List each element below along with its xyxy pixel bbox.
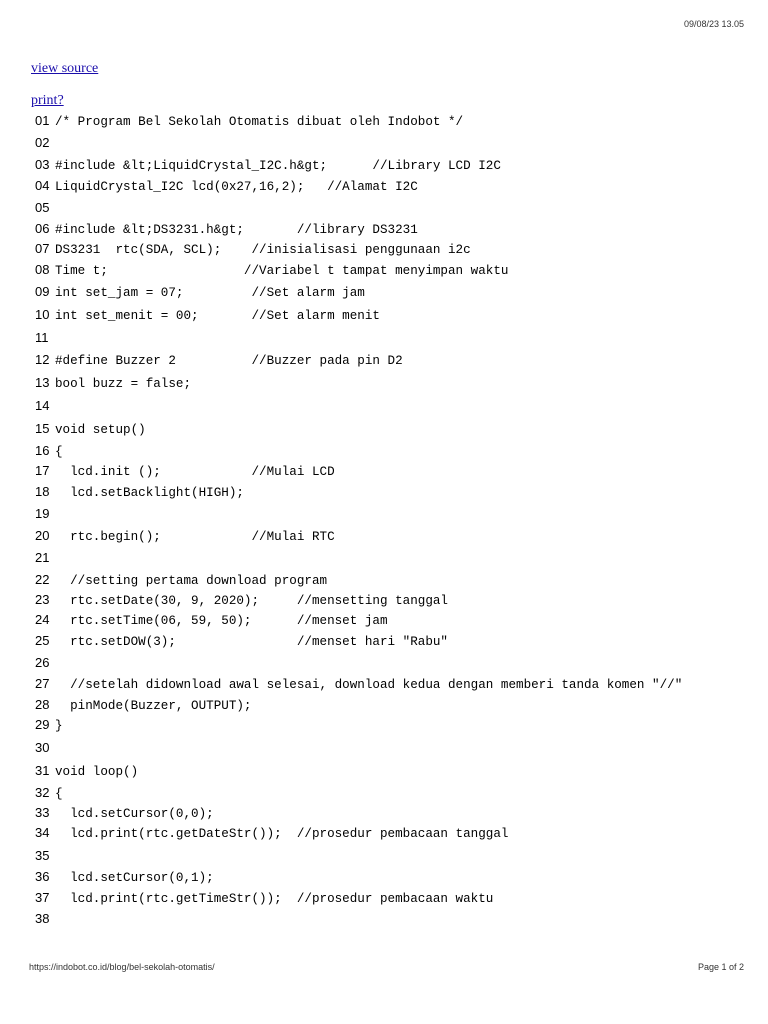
line-number: 03 <box>35 157 50 172</box>
code-line <box>35 462 335 480</box>
line-code: lcd.setCursor(0,0); <box>55 807 214 821</box>
code-line <box>35 374 191 392</box>
code-line <box>35 283 365 301</box>
line-number: 22 <box>35 572 50 587</box>
print-link[interactable]: print? <box>31 93 64 108</box>
view-source-link[interactable]: view source <box>31 61 99 76</box>
line-number: 38 <box>35 911 50 926</box>
line-number: 35 <box>35 848 50 863</box>
code-line <box>35 351 403 369</box>
line-number: 20 <box>35 528 50 543</box>
line-number: 05 <box>35 200 50 215</box>
code-line <box>35 134 55 152</box>
footer-url: https://indobot.co.id/blog/bel-sekolah-otomatis/ <box>29 962 215 972</box>
line-code: Time t; //Variabel t tampat menyimpan waktu <box>55 264 509 278</box>
line-number: 16 <box>35 443 50 458</box>
code-line <box>35 420 146 438</box>
line-code: { <box>55 445 63 459</box>
line-code: lcd.print(rtc.getTimeStr()); //prosedur pembacaan waktu <box>55 892 494 906</box>
code-line <box>35 784 63 802</box>
line-code: #define Buzzer 2 //Buzzer pada pin D2 <box>55 354 403 368</box>
footer-page-number: Page 1 of 2 <box>697 962 744 972</box>
line-code: /* Program Bel Sekolah Otomatis dibuat oleh Indobot */ <box>55 115 464 129</box>
line-code: pinMode(Buzzer, OUTPUT); <box>55 699 252 713</box>
code-line <box>35 847 55 865</box>
code-line <box>35 442 63 460</box>
code-line <box>35 397 55 415</box>
code-line <box>35 306 380 324</box>
code-line <box>35 112 463 130</box>
line-code: void setup() <box>55 423 146 437</box>
line-number: 18 <box>35 484 50 499</box>
line-number: 36 <box>35 869 50 884</box>
line-number: 24 <box>35 612 50 627</box>
line-number: 13 <box>35 375 50 390</box>
line-code: //setelah didownload awal selesai, download kedua dengan memberi tanda komen "//" <box>55 678 683 692</box>
line-code: int set_menit = 00; //Set alarm menit <box>55 309 380 323</box>
code-line <box>35 654 55 672</box>
line-code: lcd.init (); //Mulai LCD <box>55 465 335 479</box>
code-line <box>35 505 55 523</box>
code-line <box>35 868 214 886</box>
line-code: rtc.begin(); //Mulai RTC <box>55 530 335 544</box>
code-line <box>35 739 55 757</box>
line-number: 11 <box>35 330 49 345</box>
line-number: 08 <box>35 262 50 277</box>
line-number: 04 <box>35 178 50 193</box>
line-number: 10 <box>35 307 50 322</box>
code-line <box>35 483 244 501</box>
line-number: 21 <box>35 550 50 565</box>
code-line <box>35 696 252 714</box>
code-line <box>35 824 508 842</box>
line-code: { <box>55 787 63 801</box>
code-line <box>35 240 471 258</box>
line-code: lcd.setBacklight(HIGH); <box>55 486 244 500</box>
line-code: #include &lt;DS3231.h&gt; //library DS3231 <box>55 223 418 237</box>
code-line <box>35 261 508 279</box>
line-number: 07 <box>35 241 50 256</box>
code-line <box>35 549 55 567</box>
code-line <box>35 329 55 347</box>
line-code: DS3231 rtc(SDA, SCL); //inisialisasi penggunaan i2c <box>55 243 471 257</box>
code-line <box>35 571 327 589</box>
line-number: 17 <box>35 463 50 478</box>
line-number: 29 <box>35 717 50 732</box>
line-code: bool buzz = false; <box>55 377 192 391</box>
code-line <box>35 611 388 629</box>
line-number: 25 <box>35 633 50 648</box>
line-number: 30 <box>35 740 50 755</box>
line-number: 15 <box>35 421 50 436</box>
code-line <box>35 910 55 928</box>
line-number: 37 <box>35 890 50 905</box>
line-number: 33 <box>35 805 50 820</box>
code-line <box>35 220 418 238</box>
line-number: 26 <box>35 655 50 670</box>
line-code: //setting pertama download program <box>55 574 328 588</box>
line-number: 01 <box>35 113 50 128</box>
line-number: 19 <box>35 506 50 521</box>
line-code: lcd.setCursor(0,1); <box>55 871 214 885</box>
line-code: } <box>55 719 63 733</box>
line-number: 31 <box>35 763 50 778</box>
line-number: 34 <box>35 825 50 840</box>
line-number: 14 <box>35 398 50 413</box>
code-line <box>35 632 448 650</box>
line-number: 23 <box>35 592 50 607</box>
code-line <box>35 675 682 693</box>
code-line <box>35 527 335 545</box>
line-code: LiquidCrystal_I2C lcd(0x27,16,2); //Alamat I2C <box>55 180 418 194</box>
code-line <box>35 762 138 780</box>
code-line <box>35 199 55 217</box>
line-number: 02 <box>35 135 50 150</box>
print-date: 09/08/23 13.05 <box>683 19 744 29</box>
line-number: 28 <box>35 697 50 712</box>
code-line <box>35 177 418 195</box>
line-number: 27 <box>35 676 50 691</box>
line-number: 12 <box>35 352 50 367</box>
line-code: int set_jam = 07; //Set alarm jam <box>55 286 365 300</box>
code-line <box>35 804 214 822</box>
code-line <box>35 716 63 734</box>
line-number: 09 <box>35 284 50 299</box>
line-number: 06 <box>35 221 50 236</box>
code-line <box>35 591 448 609</box>
line-code: rtc.setDate(30, 9, 2020); //mensetting tanggal <box>55 594 448 608</box>
line-code: lcd.print(rtc.getDateStr()); //prosedur pembacaan tanggal <box>55 827 509 841</box>
line-code: rtc.setTime(06, 59, 50); //menset jam <box>55 614 388 628</box>
line-code: void loop() <box>55 765 139 779</box>
line-code: #include &lt;LiquidCrystal_I2C.h&gt; //Library LCD I2C <box>55 159 501 173</box>
code-line <box>35 156 501 174</box>
code-line <box>35 889 493 907</box>
line-code: rtc.setDOW(3); //menset hari "Rabu" <box>55 635 448 649</box>
line-number: 32 <box>35 785 50 800</box>
